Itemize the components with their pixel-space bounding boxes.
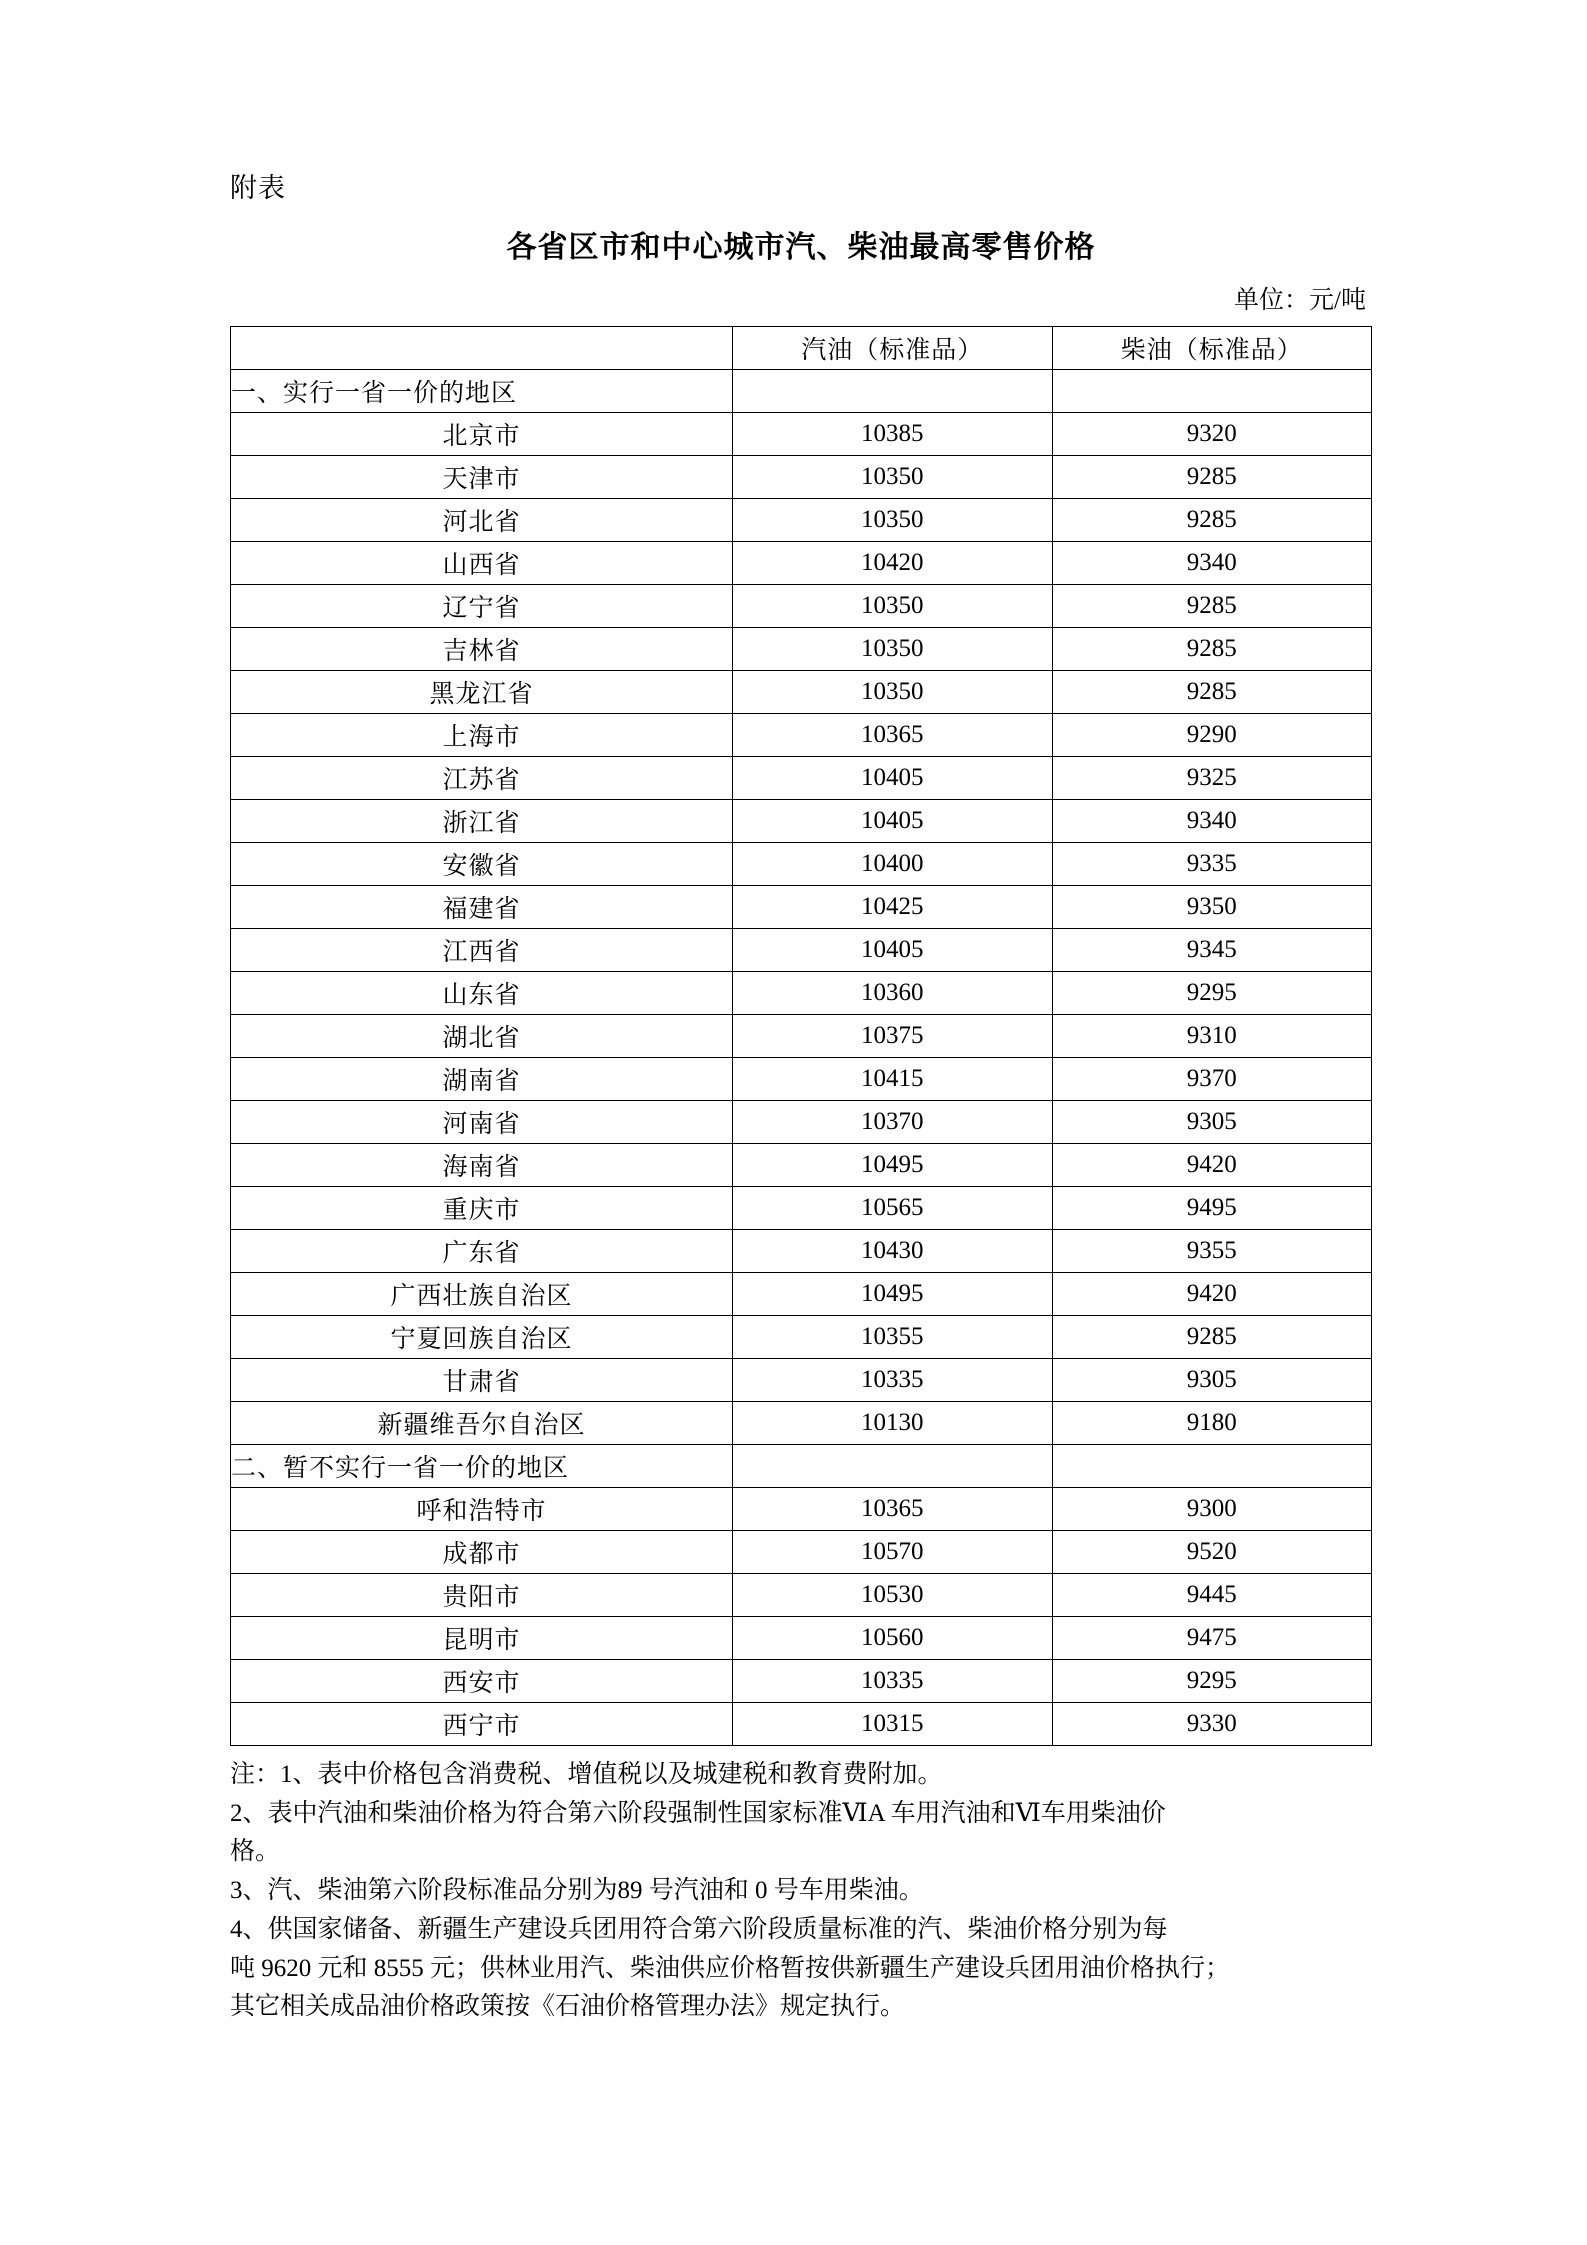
gasoline-price: 10365 [733,713,1052,756]
table-row [231,799,1372,842]
table-row [231,455,1372,498]
table-row [231,412,1372,455]
gasoline-price: 10350 [733,498,1052,541]
gasoline-price: 10405 [733,799,1052,842]
attachment-label: 附表 [230,173,286,203]
region-name: 昆明市 [231,1616,733,1659]
gasoline-price: 10560 [733,1616,1052,1659]
gasoline-price: 10335 [733,1659,1052,1702]
gasoline-price: 10350 [733,584,1052,627]
region-name: 呼和浩特市 [231,1487,733,1530]
gasoline-price: 10315 [733,1702,1052,1745]
region-name: 浙江省 [231,799,733,842]
gasoline-price: 10375 [733,1014,1052,1057]
diesel-price: 9355 [1052,1229,1372,1272]
gasoline-price: 10350 [733,670,1052,713]
gasoline-price: 10565 [733,1186,1052,1229]
region-name: 湖北省 [231,1014,733,1057]
gasoline-price: 10130 [733,1401,1052,1444]
region-name: 西安市 [231,1659,733,1702]
note-line-2: 2、表中汽油和柴油价格为符合第六阶段强制性国家标准ⅥA 车用汽油和Ⅵ车用柴油价 [230,1799,1166,1827]
diesel-price: 9335 [1052,842,1372,885]
region-name: 北京市 [231,412,733,455]
table-row [231,1057,1372,1100]
note-line-4b: 吨 9620 元和 8555 元；供林业用汽、柴油供应价格暂按供新疆生产建设兵团用油价格执行； [230,1954,1231,1982]
table-row [231,885,1372,928]
header-blank [231,326,733,369]
diesel-price: 9330 [1052,1702,1372,1745]
region-name: 成都市 [231,1530,733,1573]
table-row [231,541,1372,584]
gasoline-price: 10405 [733,756,1052,799]
gasoline-price: 10530 [733,1573,1052,1616]
diesel-price: 9445 [1052,1573,1372,1616]
gasoline-price: 10495 [733,1143,1052,1186]
section-label: 一、实行一省一价的地区 [231,369,733,412]
region-name: 山西省 [231,541,733,584]
gasoline-price: 10335 [733,1358,1052,1401]
gasoline-price: 10400 [733,842,1052,885]
diesel-price: 9420 [1052,1272,1372,1315]
region-name: 山东省 [231,971,733,1014]
region-name: 湖南省 [231,1057,733,1100]
region-name: 安徽省 [231,842,733,885]
gasoline-price: 10385 [733,412,1052,455]
region-name: 辽宁省 [231,584,733,627]
gasoline-price: 10355 [733,1315,1052,1358]
gasoline-price: 10350 [733,627,1052,670]
table-row [231,971,1372,1014]
note-line-2b: 格。 [230,1838,281,1866]
gasoline-price: 10420 [733,541,1052,584]
diesel-price: 9285 [1052,584,1372,627]
diesel-price: 9285 [1052,1315,1372,1358]
table-row [231,1229,1372,1272]
diesel-price: 9520 [1052,1530,1372,1573]
table-row [231,1401,1372,1444]
table-row [231,713,1372,756]
table-row [231,928,1372,971]
diesel-price: 9290 [1052,713,1372,756]
unit-label: 单位：元/吨 [1234,286,1366,314]
region-name: 广东省 [231,1229,733,1272]
diesel-price: 9300 [1052,1487,1372,1530]
note-line-4: 4、供国家储备、新疆生产建设兵团用符合第六阶段质量标准的汽、柴油价格分别为每 [230,1915,1168,1943]
gasoline-price: 10570 [733,1530,1052,1573]
diesel-price: 9285 [1052,670,1372,713]
diesel-price: 9180 [1052,1401,1372,1444]
header-diesel: 柴油（标准品） [1052,326,1372,369]
diesel-price: 9475 [1052,1616,1372,1659]
diesel-price: 9295 [1052,1659,1372,1702]
table-section-row [231,369,1372,412]
section-gasoline-empty [733,1444,1052,1487]
page-title: 各省区市和中心城市汽、柴油最高零售价格 [506,230,1096,264]
diesel-price: 9370 [1052,1057,1372,1100]
table-row [231,1100,1372,1143]
section-label: 二、暂不实行一省一价的地区 [231,1444,733,1487]
table-row [231,498,1372,541]
section-gasoline-empty [733,369,1052,412]
table-row [231,627,1372,670]
table-section-row [231,1444,1372,1487]
region-name: 天津市 [231,455,733,498]
gasoline-price: 10360 [733,971,1052,1014]
table-row [231,1186,1372,1229]
gasoline-price: 10430 [733,1229,1052,1272]
region-name: 重庆市 [231,1186,733,1229]
diesel-price: 9420 [1052,1143,1372,1186]
table-row [231,1659,1372,1702]
diesel-price: 9320 [1052,412,1372,455]
diesel-price: 9345 [1052,928,1372,971]
diesel-price: 9285 [1052,627,1372,670]
region-name: 新疆维吾尔自治区 [231,1401,733,1444]
table-row [231,1573,1372,1616]
gasoline-price: 10350 [733,455,1052,498]
gasoline-price: 10415 [733,1057,1052,1100]
diesel-price: 9295 [1052,971,1372,1014]
gasoline-price: 10495 [733,1272,1052,1315]
table-row [231,1530,1372,1573]
gasoline-price: 10370 [733,1100,1052,1143]
region-name: 广西壮族自治区 [231,1272,733,1315]
region-name: 上海市 [231,713,733,756]
diesel-price: 9340 [1052,799,1372,842]
diesel-price: 9340 [1052,541,1372,584]
price-table [230,326,1372,1746]
diesel-price: 9325 [1052,756,1372,799]
diesel-price: 9285 [1052,498,1372,541]
gasoline-price: 10365 [733,1487,1052,1530]
table-row [231,1358,1372,1401]
diesel-price: 9495 [1052,1186,1372,1229]
header-gasoline: 汽油（标准品） [733,326,1052,369]
table-header-row [231,326,1372,369]
diesel-price: 9305 [1052,1100,1372,1143]
note-line-3: 3、汽、柴油第六阶段标准品分别为89 号汽油和 0 号车用柴油。 [230,1877,924,1905]
table-row [231,842,1372,885]
region-name: 宁夏回族自治区 [231,1315,733,1358]
note-line-1: 注：1、表中价格包含消费税、增值税以及城建税和教育费附加。 [230,1760,943,1788]
table-row [231,1143,1372,1186]
diesel-price: 9285 [1052,455,1372,498]
section-diesel-empty [1052,369,1372,412]
table-body [231,369,1372,1745]
table-row [231,1487,1372,1530]
diesel-price: 9305 [1052,1358,1372,1401]
table-row [231,1014,1372,1057]
diesel-price: 9310 [1052,1014,1372,1057]
region-name: 河北省 [231,498,733,541]
table-row [231,1702,1372,1745]
region-name: 甘肃省 [231,1358,733,1401]
table-row [231,670,1372,713]
table-row [231,1616,1372,1659]
table-row [231,584,1372,627]
region-name: 福建省 [231,885,733,928]
gasoline-price: 10405 [733,928,1052,971]
diesel-price: 9350 [1052,885,1372,928]
region-name: 江西省 [231,928,733,971]
table-row [231,1315,1372,1358]
region-name: 吉林省 [231,627,733,670]
note-line-4c: 其它相关成品油价格政策按《石油价格管理办法》规定执行。 [230,1993,906,2021]
region-name: 西宁市 [231,1702,733,1745]
section-diesel-empty [1052,1444,1372,1487]
table-row [231,1272,1372,1315]
region-name: 贵阳市 [231,1573,733,1616]
table-row [231,756,1372,799]
notes-block [230,1756,1372,2027]
region-name: 江苏省 [231,756,733,799]
region-name: 河南省 [231,1100,733,1143]
region-name: 黑龙江省 [231,670,733,713]
gasoline-price: 10425 [733,885,1052,928]
region-name: 海南省 [231,1143,733,1186]
